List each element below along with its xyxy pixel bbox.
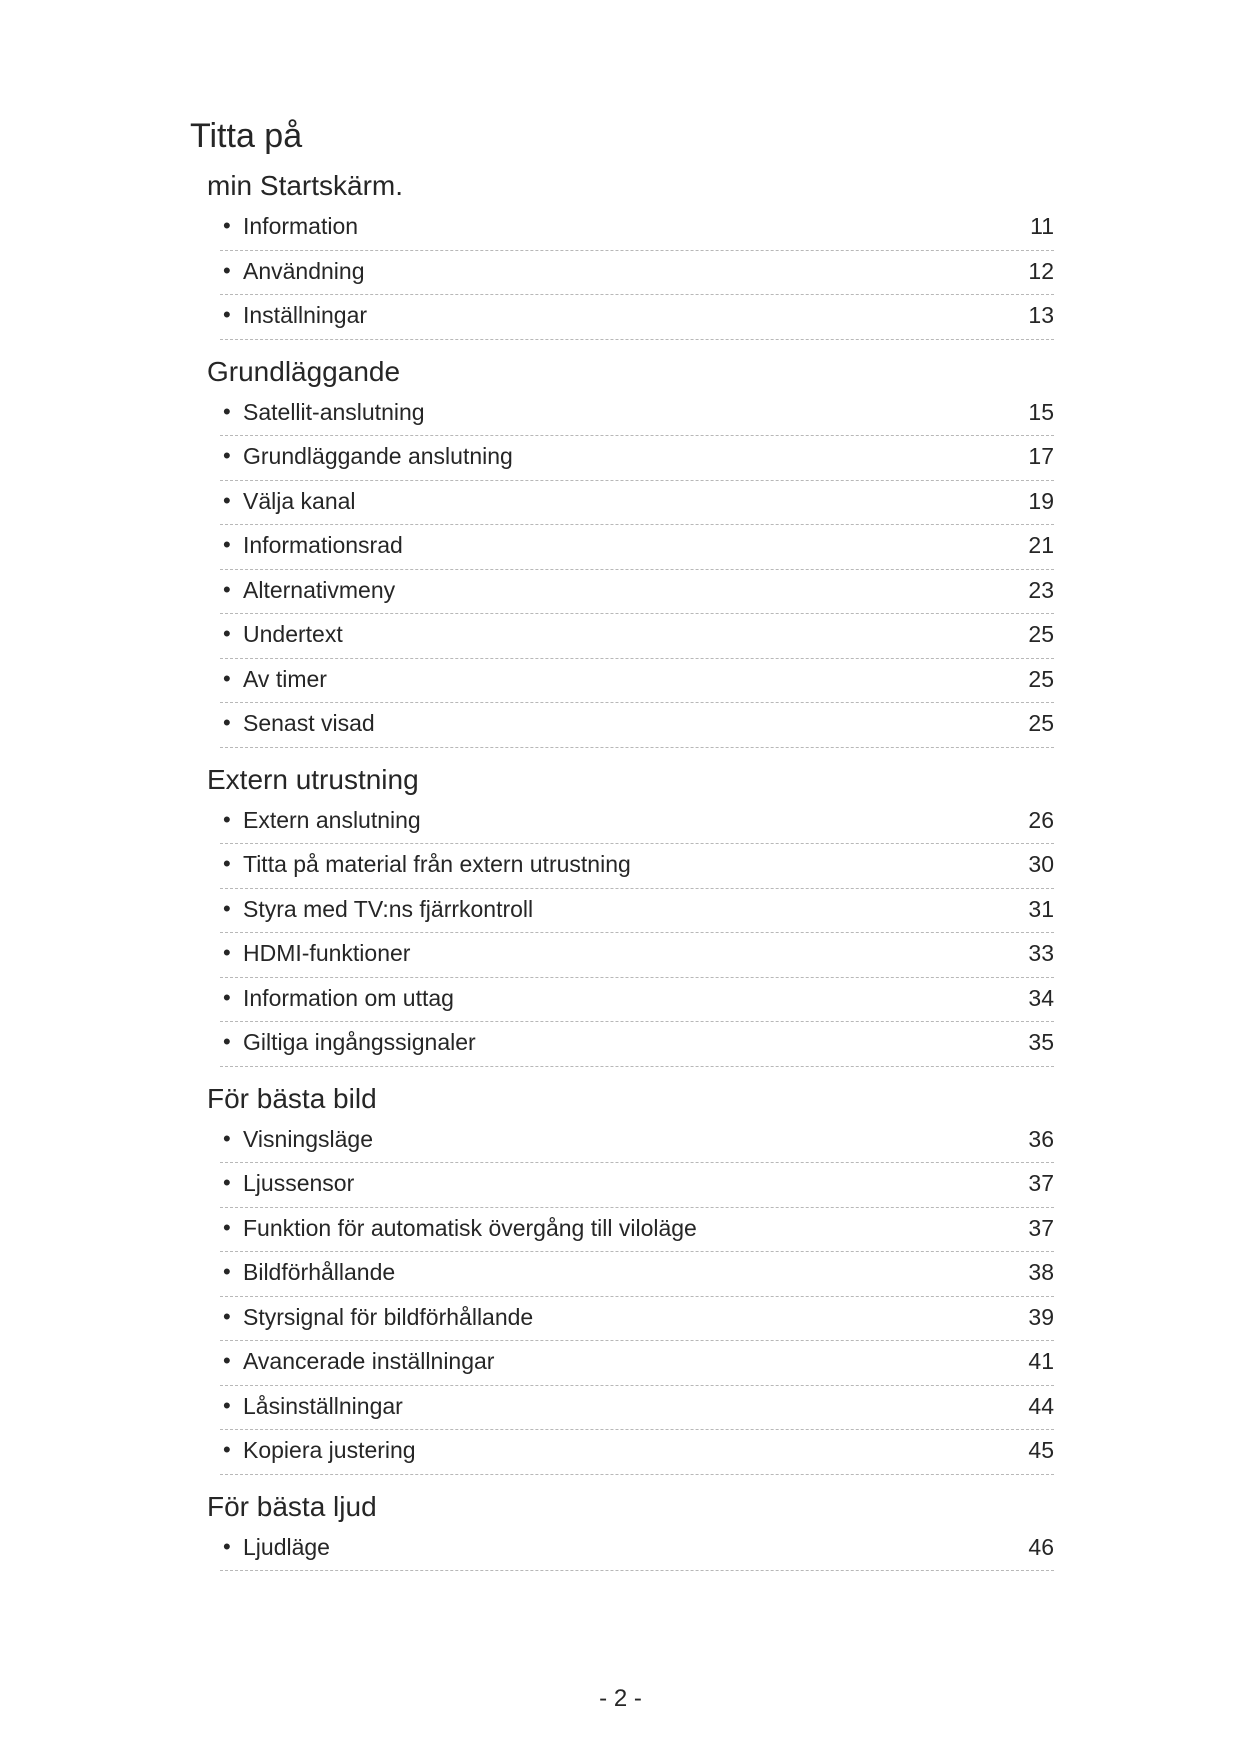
toc-entry[interactable]: [220, 392, 1054, 437]
toc-entry-label[interactable]: Satellit-anslutning: [243, 398, 425, 425]
toc-entry[interactable]: [220, 889, 1054, 934]
toc-list: [0, 1119, 1241, 1475]
toc-entry-label[interactable]: Funktion för automatisk övergång till viloläge: [243, 1214, 697, 1241]
toc-list: [0, 800, 1241, 1067]
toc-entry-label[interactable]: Kopiera justering: [243, 1437, 416, 1463]
toc-entry-page-number[interactable]: 25: [1028, 665, 1054, 692]
toc-section: [0, 166, 1241, 340]
page-title: Titta på: [190, 117, 303, 155]
toc-entry-label[interactable]: Välja kanal: [243, 487, 356, 514]
section-title: min Startskärm.: [207, 170, 404, 201]
toc-entry-page-number[interactable]: 25: [1028, 710, 1054, 736]
toc-entry[interactable]: [220, 481, 1054, 526]
bullet-icon: •: [223, 1214, 231, 1240]
toc-entry-page-number[interactable]: 44: [1028, 1392, 1054, 1419]
toc-entry-label[interactable]: Bildförhållande: [243, 1259, 396, 1285]
toc-entry[interactable]: [220, 1119, 1054, 1164]
section-title: För bästa bild: [207, 1082, 377, 1114]
bullet-icon: •: [223, 710, 231, 735]
toc-entry-label[interactable]: Inställningar: [243, 302, 368, 328]
toc-entry[interactable]: [220, 525, 1054, 570]
bullet-icon: •: [223, 665, 231, 691]
toc-list: [0, 206, 1241, 340]
toc-entry[interactable]: [220, 570, 1054, 615]
toc-entry-label[interactable]: Senast visad: [243, 710, 375, 736]
toc-entry-page-number[interactable]: 23: [1028, 576, 1054, 603]
bullet-icon: •: [223, 576, 231, 602]
toc-entry-label[interactable]: Styra med TV:ns fjärrkontroll: [243, 895, 534, 922]
toc-entry-page-number[interactable]: 31: [1028, 895, 1054, 922]
bullet-icon: •: [223, 398, 231, 424]
toc-entry[interactable]: [220, 844, 1054, 889]
toc-entry[interactable]: [220, 1297, 1054, 1342]
toc-entry-page-number[interactable]: 34: [1028, 984, 1054, 1011]
toc-entry[interactable]: [220, 206, 1054, 251]
toc-entry-page-number[interactable]: 37: [1028, 1214, 1054, 1241]
bullet-icon: •: [223, 1437, 231, 1462]
toc-section: [0, 1487, 1241, 1572]
bullet-icon: •: [223, 621, 231, 646]
toc-section: [0, 352, 1241, 748]
toc-entry-page-number[interactable]: 35: [1028, 1029, 1054, 1055]
bullet-icon: •: [223, 1392, 231, 1418]
section-title: Extern utrustning: [207, 763, 419, 795]
toc-entry[interactable]: [220, 1341, 1054, 1386]
toc-entry[interactable]: [220, 1386, 1054, 1431]
toc-entry-label[interactable]: Styrsignal för bildförhållande: [243, 1303, 534, 1330]
toc-list: [0, 392, 1241, 748]
bullet-icon: •: [223, 443, 231, 468]
toc-entry-label[interactable]: Giltiga ingångssignaler: [243, 1029, 476, 1055]
toc-entry-label[interactable]: Låsinställningar: [243, 1392, 403, 1419]
toc-entry-label[interactable]: Avancerade inställningar: [243, 1348, 495, 1374]
toc-entry[interactable]: [220, 703, 1054, 748]
toc-list: [0, 1527, 1241, 1572]
toc-entry[interactable]: [220, 1430, 1054, 1475]
toc-entry[interactable]: [220, 933, 1054, 978]
toc-entry[interactable]: [220, 1163, 1054, 1208]
bullet-icon: •: [223, 1125, 231, 1151]
toc-entry-page-number[interactable]: 33: [1028, 940, 1054, 966]
toc-entry[interactable]: [220, 978, 1054, 1023]
page-number-footer: - 2 -: [599, 1685, 642, 1712]
toc-entry[interactable]: [220, 1527, 1054, 1572]
bullet-icon: •: [223, 984, 231, 1010]
table-of-contents: [0, 166, 1241, 1571]
toc-entry-page-number[interactable]: 25: [1028, 621, 1054, 647]
bullet-icon: •: [223, 532, 231, 557]
bullet-icon: •: [223, 851, 231, 876]
bullet-icon: •: [223, 1303, 231, 1329]
toc-entry-page-number[interactable]: 41: [1028, 1348, 1054, 1374]
toc-entry-page-number[interactable]: 26: [1028, 806, 1054, 833]
bullet-icon: •: [223, 1170, 231, 1195]
toc-entry-label[interactable]: Extern anslutning: [243, 806, 421, 833]
toc-entry-page-number[interactable]: 15: [1028, 398, 1054, 425]
toc-entry-label[interactable]: HDMI-funktioner: [243, 940, 411, 966]
toc-entry[interactable]: [220, 1022, 1054, 1067]
toc-entry[interactable]: [220, 614, 1054, 659]
bullet-icon: •: [223, 1259, 231, 1284]
toc-entry-page-number[interactable]: 13: [1028, 302, 1054, 328]
toc-entry-page-number[interactable]: 17: [1028, 443, 1054, 469]
toc-section: [0, 760, 1241, 1067]
toc-entry[interactable]: [220, 295, 1054, 340]
bullet-icon: •: [223, 895, 231, 921]
bullet-icon: •: [223, 1029, 231, 1054]
toc-entry-page-number[interactable]: 46: [1028, 1533, 1054, 1560]
bullet-icon: •: [223, 302, 231, 327]
toc-entry-page-number[interactable]: 45: [1028, 1437, 1054, 1463]
toc-entry-label[interactable]: Alternativmeny: [243, 576, 396, 603]
toc-entry-label[interactable]: Information: [243, 213, 359, 239]
section-title: Grundläggande: [207, 355, 401, 387]
bullet-icon: •: [223, 940, 231, 965]
toc-entry[interactable]: [220, 436, 1054, 481]
toc-entry-label[interactable]: Undertext: [243, 621, 343, 647]
bullet-icon: •: [223, 213, 231, 238]
toc-section: [0, 1079, 1241, 1475]
toc-entry[interactable]: [220, 800, 1054, 845]
toc-entry[interactable]: [220, 251, 1054, 296]
toc-entry-label[interactable]: Visningsläge: [243, 1125, 374, 1152]
toc-entry-page-number[interactable]: 38: [1028, 1259, 1054, 1285]
toc-entry[interactable]: [220, 1208, 1054, 1253]
toc-entry-label[interactable]: Användning: [243, 257, 365, 284]
toc-entry-page-number[interactable]: 19: [1028, 487, 1054, 514]
toc-entry-label[interactable]: Ljussensor: [243, 1170, 355, 1196]
toc-entry-label[interactable]: Grundläggande anslutning: [243, 443, 513, 469]
toc-entry-page-number[interactable]: 39: [1028, 1303, 1054, 1330]
bullet-icon: •: [223, 257, 231, 283]
toc-entry-label[interactable]: Information om uttag: [243, 984, 454, 1011]
toc-entry-label[interactable]: Ljudläge: [243, 1533, 330, 1560]
toc-entry-page-number[interactable]: 12: [1028, 257, 1054, 284]
toc-entry[interactable]: [220, 1252, 1054, 1297]
toc-entry-label[interactable]: Informationsrad: [243, 532, 403, 558]
toc-entry-page-number[interactable]: 21: [1028, 532, 1054, 558]
toc-entry-label[interactable]: Av timer: [243, 665, 327, 692]
section-title: För bästa ljud: [207, 1490, 377, 1522]
toc-entry-page-number[interactable]: 37: [1028, 1170, 1054, 1196]
bullet-icon: •: [223, 487, 231, 513]
toc-entry-page-number[interactable]: 36: [1028, 1125, 1054, 1152]
toc-entry-label[interactable]: Titta på material från extern utrustning: [243, 851, 631, 877]
bullet-icon: •: [223, 1533, 231, 1559]
toc-entry-page-number[interactable]: 11: [1030, 213, 1054, 239]
bullet-icon: •: [223, 1348, 231, 1373]
bullet-icon: •: [223, 806, 231, 832]
toc-entry-page-number[interactable]: 30: [1028, 851, 1054, 877]
toc-entry[interactable]: [220, 659, 1054, 704]
